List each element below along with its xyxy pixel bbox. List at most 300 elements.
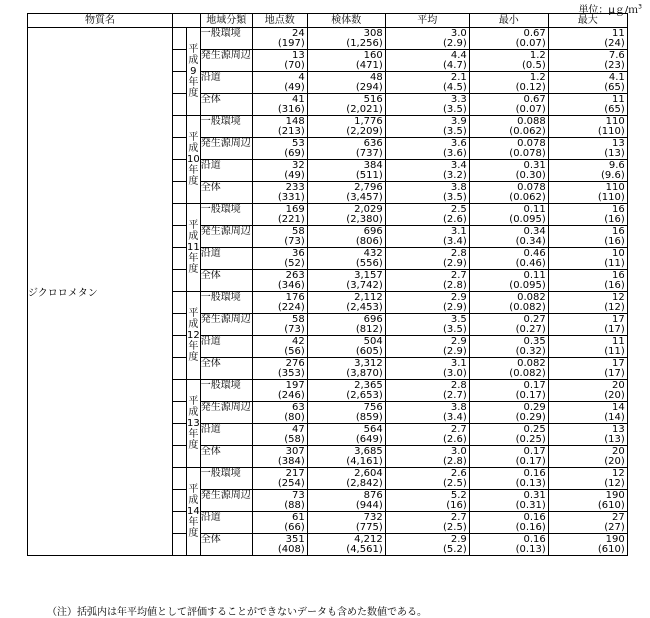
samples-value-incl: (294) xyxy=(355,81,383,93)
region-cell: 沿道 xyxy=(200,424,252,446)
samples-value: 308 xyxy=(363,27,383,39)
spacer-cell xyxy=(173,314,187,336)
samples-value: 636 xyxy=(363,137,383,149)
sites-value: 217 xyxy=(285,467,305,479)
max-cell xyxy=(548,336,627,358)
min-value: 0.67 xyxy=(523,27,546,39)
max-cell xyxy=(548,534,627,556)
max-value-incl: (12) xyxy=(604,477,625,489)
sites-cell xyxy=(252,270,307,292)
max-value-incl: (11) xyxy=(604,257,625,269)
samples-cell xyxy=(307,336,385,358)
mean-value: 2.7 xyxy=(450,423,467,435)
samples-cell xyxy=(307,270,385,292)
year-label-char: 成 xyxy=(188,495,199,506)
footnote: （注）括弧内は年平均値として評価することができないデータも含めた数値である。 xyxy=(47,607,427,618)
sites-cell xyxy=(252,94,307,116)
samples-cell xyxy=(307,512,385,534)
samples-value-incl: (3,457) xyxy=(346,191,383,203)
sites-cell xyxy=(252,380,307,402)
sites-value: 42 xyxy=(292,335,305,347)
min-value-incl: (0.31) xyxy=(515,499,546,511)
max-value: 17 xyxy=(612,313,625,325)
min-value: 1.2 xyxy=(529,49,546,61)
header-min: 最小 xyxy=(469,14,548,28)
mean-cell xyxy=(385,204,469,226)
mean-cell xyxy=(385,402,469,424)
max-value-incl: (65) xyxy=(604,103,625,115)
sites-cell xyxy=(252,446,307,468)
header-substance: 物質名 xyxy=(28,14,173,28)
mean-value-incl: (2.9) xyxy=(443,37,467,49)
mean-value-incl: (3.0) xyxy=(443,367,467,379)
min-cell xyxy=(469,94,548,116)
samples-cell xyxy=(307,292,385,314)
min-value-incl: (0.095) xyxy=(509,213,546,225)
min-cell xyxy=(469,314,548,336)
samples-value-incl: (2,842) xyxy=(346,477,383,489)
max-value: 16 xyxy=(612,269,625,281)
max-value: 11 xyxy=(612,27,625,39)
mean-value-incl: (4.7) xyxy=(443,59,467,71)
min-value: 0.082 xyxy=(517,291,546,303)
year-label-char: 平 xyxy=(188,308,199,319)
mean-value: 3.3 xyxy=(450,93,467,105)
samples-value: 3,685 xyxy=(354,445,383,457)
samples-value-incl: (2,021) xyxy=(346,103,383,115)
min-value: 0.082 xyxy=(517,357,546,369)
mean-value: 2.9 xyxy=(450,291,467,303)
mean-cell xyxy=(385,226,469,248)
max-value-incl: (110) xyxy=(597,125,625,137)
sites-cell xyxy=(252,336,307,358)
min-value-incl: (0.29) xyxy=(515,411,546,423)
region-cell: 発生源周辺 xyxy=(200,402,252,424)
sites-value-incl: (70) xyxy=(284,59,305,71)
spacer-cell xyxy=(173,512,187,534)
min-cell xyxy=(469,402,548,424)
samples-value: 3,157 xyxy=(354,269,383,281)
header-mean: 平均 xyxy=(385,14,469,28)
region-cell: 全体 xyxy=(200,182,252,204)
year-label-char: 13 xyxy=(187,418,200,429)
max-value-incl: (13) xyxy=(604,433,625,445)
samples-value-incl: (511) xyxy=(355,169,383,181)
year-label-char: 14 xyxy=(187,506,200,517)
min-value-incl: (0.46) xyxy=(515,257,546,269)
min-value: 0.078 xyxy=(517,137,546,149)
mean-cell xyxy=(385,116,469,138)
sites-value: 148 xyxy=(285,115,305,127)
spacer-cell xyxy=(173,248,187,270)
samples-cell xyxy=(307,446,385,468)
year-label-char: 11 xyxy=(187,242,200,253)
samples-value: 2,604 xyxy=(354,467,383,479)
sites-value-incl: (221) xyxy=(277,213,305,225)
sites-cell xyxy=(252,50,307,72)
min-value: 0.29 xyxy=(523,401,546,413)
samples-value: 2,365 xyxy=(354,379,383,391)
min-value-incl: (0.062) xyxy=(509,191,546,203)
sites-cell xyxy=(252,358,307,380)
sites-value: 47 xyxy=(292,423,305,435)
mean-value-incl: (3.4) xyxy=(443,411,467,423)
sites-value-incl: (58) xyxy=(284,433,305,445)
year-label xyxy=(187,116,201,204)
region-cell: 全体 xyxy=(200,94,252,116)
sites-value: 53 xyxy=(292,137,305,149)
samples-cell xyxy=(307,226,385,248)
max-value: 4.1 xyxy=(608,71,625,83)
min-value-incl: (0.095) xyxy=(509,279,546,291)
max-cell xyxy=(548,512,627,534)
samples-value-incl: (944) xyxy=(355,499,383,511)
samples-cell xyxy=(307,380,385,402)
mean-value: 3.1 xyxy=(450,225,467,237)
samples-value: 516 xyxy=(363,93,383,105)
max-value-incl: (20) xyxy=(604,389,625,401)
spacer-cell xyxy=(173,490,187,512)
min-value-incl: (0.07) xyxy=(515,103,546,115)
max-value-incl: (16) xyxy=(604,279,625,291)
sites-value-incl: (73) xyxy=(284,235,305,247)
sites-value: 176 xyxy=(285,291,305,303)
sites-value-incl: (246) xyxy=(277,389,305,401)
region-cell: 一般環境 xyxy=(200,28,252,50)
max-value: 20 xyxy=(612,379,625,391)
mean-value-incl: (2.9) xyxy=(443,345,467,357)
mean-value: 5.2 xyxy=(450,489,467,501)
sites-cell xyxy=(252,116,307,138)
mean-cell xyxy=(385,490,469,512)
min-value: 0.25 xyxy=(523,423,546,435)
spacer-cell xyxy=(173,358,187,380)
max-cell xyxy=(548,226,627,248)
spacer-cell xyxy=(173,204,187,226)
samples-value: 4,212 xyxy=(354,533,383,545)
mean-cell xyxy=(385,182,469,204)
samples-cell xyxy=(307,204,385,226)
samples-value-incl: (2,453) xyxy=(346,301,383,313)
year-label-char: 年 xyxy=(188,517,199,528)
region-cell: 発生源周辺 xyxy=(200,226,252,248)
sites-cell xyxy=(252,72,307,94)
max-value: 16 xyxy=(612,203,625,215)
min-value: 0.17 xyxy=(523,445,546,457)
sites-cell xyxy=(252,314,307,336)
min-value-incl: (0.078) xyxy=(509,147,546,159)
samples-cell xyxy=(307,72,385,94)
header-sites: 地点数 xyxy=(252,14,307,28)
max-value-incl: (17) xyxy=(604,323,625,335)
max-value-incl: (23) xyxy=(604,59,625,71)
samples-value: 876 xyxy=(363,489,383,501)
sites-value-incl: (331) xyxy=(277,191,305,203)
max-value-incl: (20) xyxy=(604,455,625,467)
sites-value-incl: (73) xyxy=(284,323,305,335)
sites-value: 169 xyxy=(285,203,305,215)
samples-cell xyxy=(307,116,385,138)
max-cell xyxy=(548,314,627,336)
min-cell xyxy=(469,380,548,402)
min-value-incl: (0.13) xyxy=(515,543,546,555)
min-value: 0.31 xyxy=(523,159,546,171)
min-value-incl: (0.34) xyxy=(515,235,546,247)
samples-value: 564 xyxy=(363,423,383,435)
mean-value: 2.9 xyxy=(450,533,467,545)
min-cell xyxy=(469,182,548,204)
mean-value-incl: (2.5) xyxy=(443,477,467,489)
sites-value: 63 xyxy=(292,401,305,413)
samples-cell xyxy=(307,402,385,424)
max-cell xyxy=(548,358,627,380)
mean-value-incl: (2.9) xyxy=(443,301,467,313)
min-value-incl: (0.17) xyxy=(515,455,546,467)
min-value: 0.088 xyxy=(517,115,546,127)
samples-value: 384 xyxy=(363,159,383,171)
max-cell xyxy=(548,468,627,490)
sites-value-incl: (88) xyxy=(284,499,305,511)
max-value: 110 xyxy=(605,181,625,193)
samples-cell xyxy=(307,94,385,116)
sites-value-incl: (353) xyxy=(277,367,305,379)
mean-value-incl: (16) xyxy=(446,499,467,511)
samples-value: 432 xyxy=(363,247,383,259)
year-label-char: 10 xyxy=(187,154,200,165)
header-blank xyxy=(173,14,201,28)
samples-value-incl: (2,653) xyxy=(346,389,383,401)
mean-value: 3.4 xyxy=(450,159,467,171)
year-label-char: 成 xyxy=(188,407,199,418)
sites-value-incl: (384) xyxy=(277,455,305,467)
max-value-incl: (17) xyxy=(604,367,625,379)
min-value: 0.16 xyxy=(523,467,546,479)
region-cell: 一般環境 xyxy=(200,380,252,402)
mean-cell xyxy=(385,314,469,336)
min-cell xyxy=(469,358,548,380)
max-value-incl: (16) xyxy=(604,235,625,247)
max-value: 7.6 xyxy=(608,49,625,61)
sites-cell xyxy=(252,512,307,534)
sites-value-incl: (254) xyxy=(277,477,305,489)
sites-value: 73 xyxy=(292,489,305,501)
mean-value-incl: (2.8) xyxy=(443,455,467,467)
max-cell xyxy=(548,424,627,446)
min-value-incl: (0.17) xyxy=(515,389,546,401)
mean-value-incl: (2.9) xyxy=(443,257,467,269)
mean-cell xyxy=(385,248,469,270)
max-value: 10 xyxy=(612,247,625,259)
min-cell xyxy=(469,336,548,358)
min-value-incl: (0.30) xyxy=(515,169,546,181)
min-cell xyxy=(469,204,548,226)
mean-value: 3.1 xyxy=(450,357,467,369)
sites-cell xyxy=(252,490,307,512)
min-value: 0.17 xyxy=(523,379,546,391)
min-cell xyxy=(469,512,548,534)
spacer-cell xyxy=(173,226,187,248)
region-cell: 全体 xyxy=(200,534,252,556)
data-table xyxy=(27,13,628,556)
table-row xyxy=(28,28,628,50)
sites-cell xyxy=(252,534,307,556)
region-cell: 全体 xyxy=(200,358,252,380)
max-cell xyxy=(548,72,627,94)
sites-cell xyxy=(252,160,307,182)
mean-value-incl: (3.5) xyxy=(443,125,467,137)
mean-value-incl: (3.5) xyxy=(443,191,467,203)
min-cell xyxy=(469,28,548,50)
samples-value: 2,796 xyxy=(354,181,383,193)
year-label xyxy=(187,380,201,468)
samples-cell xyxy=(307,138,385,160)
min-value-incl: (0.07) xyxy=(515,37,546,49)
sites-value-incl: (224) xyxy=(277,301,305,313)
min-cell xyxy=(469,248,548,270)
unit-label: 単位：μｇ/ｍ$^3$ xyxy=(578,3,642,16)
samples-cell xyxy=(307,358,385,380)
max-value: 20 xyxy=(612,445,625,457)
sites-value-incl: (346) xyxy=(277,279,305,291)
max-value: 16 xyxy=(612,225,625,237)
mean-value-incl: (3.5) xyxy=(443,103,467,115)
sites-value: 32 xyxy=(292,159,305,171)
region-cell: 全体 xyxy=(200,270,252,292)
min-value: 0.35 xyxy=(523,335,546,347)
samples-value: 2,029 xyxy=(354,203,383,215)
sites-value: 58 xyxy=(292,313,305,325)
sites-cell xyxy=(252,424,307,446)
max-value: 12 xyxy=(612,291,625,303)
year-label-char: 平 xyxy=(188,396,199,407)
year-label-char: 成 xyxy=(188,319,199,330)
year-label-char: 12 xyxy=(187,330,200,341)
sites-value: 351 xyxy=(285,533,305,545)
max-cell xyxy=(548,160,627,182)
samples-cell xyxy=(307,248,385,270)
samples-value-incl: (812) xyxy=(355,323,383,335)
sites-value: 61 xyxy=(292,511,305,523)
max-cell xyxy=(548,446,627,468)
sites-value-incl: (49) xyxy=(284,81,305,93)
samples-cell xyxy=(307,160,385,182)
spacer-cell xyxy=(173,468,187,490)
samples-value: 160 xyxy=(363,49,383,61)
min-value-incl: (0.082) xyxy=(509,367,546,379)
sites-value-incl: (69) xyxy=(284,147,305,159)
min-value: 0.31 xyxy=(523,489,546,501)
spacer-cell xyxy=(173,534,187,556)
mean-value: 3.9 xyxy=(450,115,467,127)
min-cell xyxy=(469,226,548,248)
max-value: 14 xyxy=(612,401,625,413)
mean-value: 3.8 xyxy=(450,401,467,413)
samples-value-incl: (2,209) xyxy=(346,125,383,137)
mean-value-incl: (2.5) xyxy=(443,521,467,533)
min-value-incl: (0.5) xyxy=(522,59,546,71)
sites-value: 13 xyxy=(292,49,305,61)
sites-value: 276 xyxy=(285,357,305,369)
samples-value: 504 xyxy=(363,335,383,347)
min-cell xyxy=(469,116,548,138)
mean-value: 3.8 xyxy=(450,181,467,193)
spacer-cell xyxy=(173,336,187,358)
min-cell xyxy=(469,50,548,72)
substance-name: ジクロロメタン xyxy=(28,28,173,556)
max-cell xyxy=(548,270,627,292)
min-cell xyxy=(469,468,548,490)
year-label-char: 平 xyxy=(188,484,199,495)
samples-value-incl: (649) xyxy=(355,433,383,445)
region-cell: 発生源周辺 xyxy=(200,50,252,72)
spacer-cell xyxy=(173,160,187,182)
min-cell xyxy=(469,72,548,94)
max-value-incl: (27) xyxy=(604,521,625,533)
region-cell: 全体 xyxy=(200,446,252,468)
spacer-cell xyxy=(173,50,187,72)
sites-cell xyxy=(252,468,307,490)
sites-value: 197 xyxy=(285,379,305,391)
year-label xyxy=(187,204,201,292)
max-value: 13 xyxy=(612,137,625,149)
region-cell: 発生源周辺 xyxy=(200,314,252,336)
max-value-incl: (11) xyxy=(604,345,625,357)
samples-cell xyxy=(307,28,385,50)
max-value-incl: (610) xyxy=(597,543,625,555)
samples-cell xyxy=(307,50,385,72)
spacer-cell xyxy=(173,72,187,94)
max-value: 110 xyxy=(605,115,625,127)
region-cell: 沿道 xyxy=(200,512,252,534)
samples-value: 2,112 xyxy=(354,291,383,303)
year-label-char: 平 xyxy=(188,220,199,231)
mean-cell xyxy=(385,94,469,116)
mean-cell xyxy=(385,358,469,380)
max-cell xyxy=(548,248,627,270)
mean-value-incl: (2.6) xyxy=(443,433,467,445)
min-value: 0.16 xyxy=(523,533,546,545)
min-cell xyxy=(469,270,548,292)
year-label-char: 度 xyxy=(188,264,199,275)
samples-cell xyxy=(307,490,385,512)
mean-cell xyxy=(385,28,469,50)
min-cell xyxy=(469,534,548,556)
max-cell xyxy=(548,204,627,226)
sites-value: 41 xyxy=(292,93,305,105)
min-value-incl: (0.16) xyxy=(515,521,546,533)
mean-value-incl: (2.6) xyxy=(443,213,467,225)
region-cell: 沿道 xyxy=(200,72,252,94)
samples-value-incl: (1,256) xyxy=(346,37,383,49)
max-value-incl: (24) xyxy=(604,37,625,49)
header-max: 最大 xyxy=(548,14,627,28)
samples-value: 696 xyxy=(363,225,383,237)
spacer-cell xyxy=(173,138,187,160)
max-value-incl: (110) xyxy=(597,191,625,203)
min-value-incl: (0.062) xyxy=(509,125,546,137)
sites-value-incl: (316) xyxy=(277,103,305,115)
samples-cell xyxy=(307,424,385,446)
samples-value-incl: (471) xyxy=(355,59,383,71)
min-value: 0.11 xyxy=(523,203,546,215)
mean-value-incl: (3.6) xyxy=(443,147,467,159)
min-value: 0.34 xyxy=(523,225,546,237)
samples-value-incl: (859) xyxy=(355,411,383,423)
mean-value: 2.5 xyxy=(450,203,467,215)
region-cell: 一般環境 xyxy=(200,204,252,226)
samples-cell xyxy=(307,534,385,556)
sites-cell xyxy=(252,138,307,160)
